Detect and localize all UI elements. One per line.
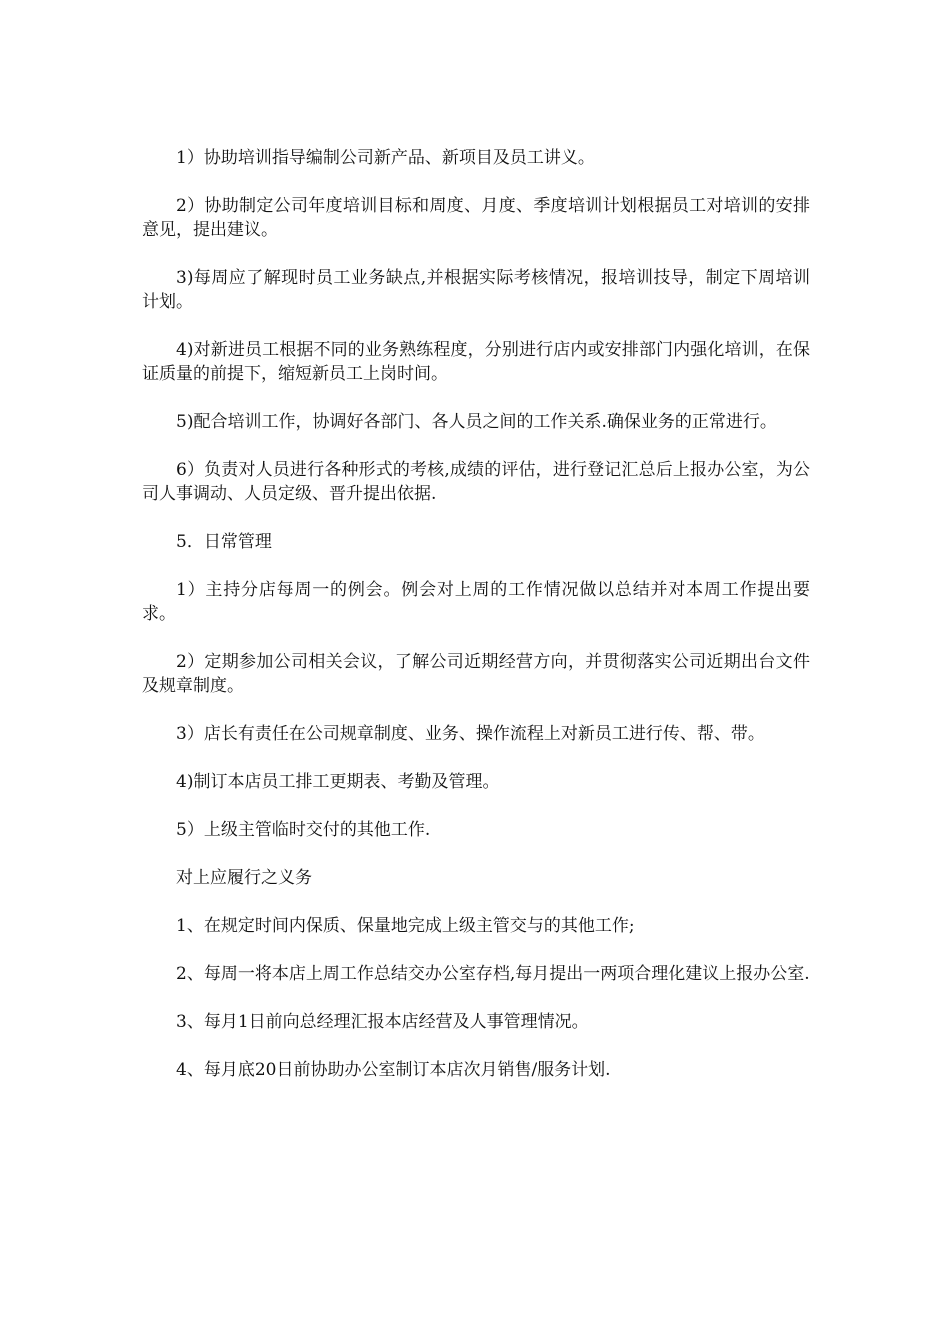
- paragraph: 3）店长有责任在公司规章制度、业务、操作流程上对新员工进行传、帮、带。: [176, 724, 765, 744]
- paragraph: 3、每月1日前向总经理汇报本店经营及人事管理情况。: [176, 1012, 589, 1032]
- document-body: [142, 146, 810, 1106]
- paragraph: 4、每月底20日前协助办公室制订本店次月销售/服务计划.: [176, 1060, 611, 1080]
- paragraph: 2）协助制定公司年度培训目标和周度、月度、季度培训计划根据员工对培训的安排意见，提出建议。: [142, 196, 810, 240]
- paragraph: 6）负责对人员进行各种形式的考核,成绩的评估，进行登记汇总后上报办公室，为公司人事调动、人员定级、晋升提出依据.: [142, 460, 810, 504]
- paragraph: 4)制订本店员工排工更期表、考勤及管理。: [176, 772, 500, 792]
- paragraph: 1）协助培训指导编制公司新产品、新项目及员工讲义。: [176, 148, 595, 168]
- paragraph: 2、每周一将本店上周工作总结交办公室存档,每月提出一两项合理化建议上报办公室.: [176, 964, 810, 984]
- section-heading: 5．日常管理: [176, 532, 272, 552]
- paragraph: 5）上级主管临时交付的其他工作.: [176, 820, 431, 840]
- paragraph: 1）主持分店每周一的例会。例会对上周的工作情况做以总结并对本周工作提出要求。: [142, 580, 810, 624]
- paragraph: 3)每周应了解现时员工业务缺点,并根据实际考核情况，报培训技导，制定下周培训计划。: [142, 268, 810, 312]
- paragraph: 2）定期参加公司相关会议，了解公司近期经营方向，并贯彻落实公司近期出台文件及规章制度。: [142, 652, 810, 696]
- paragraph: 5)配合培训工作，协调好各部门、各人员之间的工作关系.确保业务的正常进行。: [176, 412, 777, 432]
- paragraph: 1、在规定时间内保质、保量地完成上级主管交与的其他工作;: [176, 916, 635, 936]
- paragraph: 4)对新进员工根据不同的业务熟练程度，分别进行店内或安排部门内强化培训，在保证质量的前提下，缩短新员工上岗时间。: [142, 340, 810, 384]
- section-heading: 对上应履行之义务: [176, 868, 312, 888]
